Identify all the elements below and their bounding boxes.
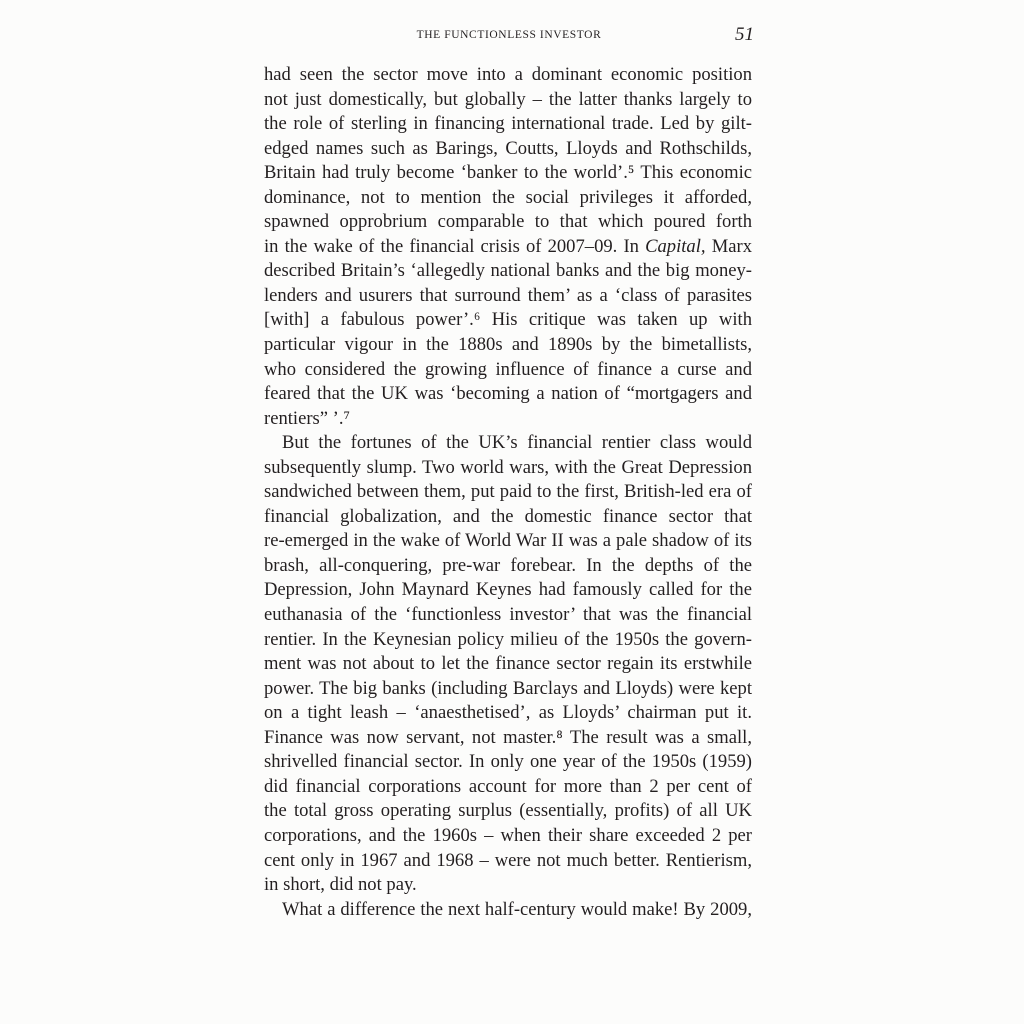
text-line: particular vigour in the 1880s and 1890s by the bimetallists, [264, 334, 752, 356]
text-line: corporations, and the 1960s – when their share exceeded 2 per [264, 824, 752, 846]
text-line: had seen the sector move into a dominant economic position [264, 64, 752, 85]
text-line: euthanasia of the ‘functionless investor’ that was the financial [264, 604, 752, 626]
text-line: rentier. In the Keynesian policy milieu of the 1950s the govern- [264, 628, 752, 650]
text-line: in short, did not pay. [264, 874, 417, 896]
paragraph-start: But the fortunes of the UK’s financial rentier class would [282, 432, 752, 454]
text-line: sandwiched between them, put paid to the first, British-led era of [264, 481, 752, 503]
body-text [264, 63, 752, 922]
text-line: on a tight leash – ‘anaesthetised’, as Lloyds’ chairman put it. [264, 702, 752, 724]
text-line: ment was not about to let the finance sector regain its erstwhile [264, 653, 752, 675]
text-line: who considered the growing influence of finance a curse and [264, 358, 752, 380]
text-line: edged names such as Barings, Coutts, Lloyds and Rothschilds, [264, 137, 752, 159]
text-line: Depression, John Maynard Keynes had famously called for the [264, 579, 752, 601]
page-number: 51 [735, 24, 754, 45]
text-line: dominance, not to mention the social privileges it afforded, [264, 186, 752, 208]
text-line: spawned opprobrium comparable to that which poured forth [264, 211, 752, 233]
text-line: subsequently slump. Two world wars, with the Great Depression [264, 456, 752, 478]
paragraph-start: What a difference the next half-century would make! By 2009, [282, 898, 752, 920]
text-line: brash, all-conquering, pre-war forebear. In the depths of the [264, 554, 752, 576]
text-line: the total gross operating surplus (essentially, profits) of all UK [264, 800, 752, 822]
text-segment: in the wake of the financial crisis of 2007–09. In [264, 235, 646, 257]
text-line: the role of sterling in financing international trade. Led by gilt- [264, 113, 752, 135]
text-line: not just domestically, but globally – the latter thanks largely to [264, 88, 752, 110]
text-line: described Britain’s ‘allegedly national banks and the big money- [264, 260, 752, 282]
chapter-title: THE FUNCTIONLESS INVESTOR [416, 29, 602, 41]
text-line [264, 235, 752, 260]
text-line: power. The big banks (including Barclays and Lloyds) were kept [264, 677, 752, 699]
text-line: shrivelled financial sector. In only one year of the 1950s (1959) [264, 751, 752, 773]
text-segment: Marx [705, 235, 752, 257]
text-line: lenders and usurers that surround them’ as a ‘class of parasites [264, 284, 752, 306]
text-line: cent only in 1967 and 1968 – were not much better. Rentierism, [264, 849, 752, 871]
text-line: [with] a fabulous power’.⁶ His critique was taken up with [264, 309, 752, 331]
text-line: rentiers” ’.⁷ [264, 407, 350, 429]
book-title-capital: Capital, [645, 235, 706, 257]
text-line: re-emerged in the wake of World War II was a pale shadow of its [264, 530, 752, 552]
text-line: Britain had truly become ‘banker to the world’.⁵ This economic [264, 162, 752, 184]
text-line: feared that the UK was ‘becoming a nation of “mortgagers and [264, 383, 752, 405]
text-line: Finance was now servant, not master.⁸ The result was a small, [264, 726, 752, 748]
text-line: did financial corporations account for more than 2 per cent of [264, 775, 752, 797]
running-head [264, 26, 754, 46]
text-line: financial globalization, and the domestic finance sector that [264, 505, 752, 527]
